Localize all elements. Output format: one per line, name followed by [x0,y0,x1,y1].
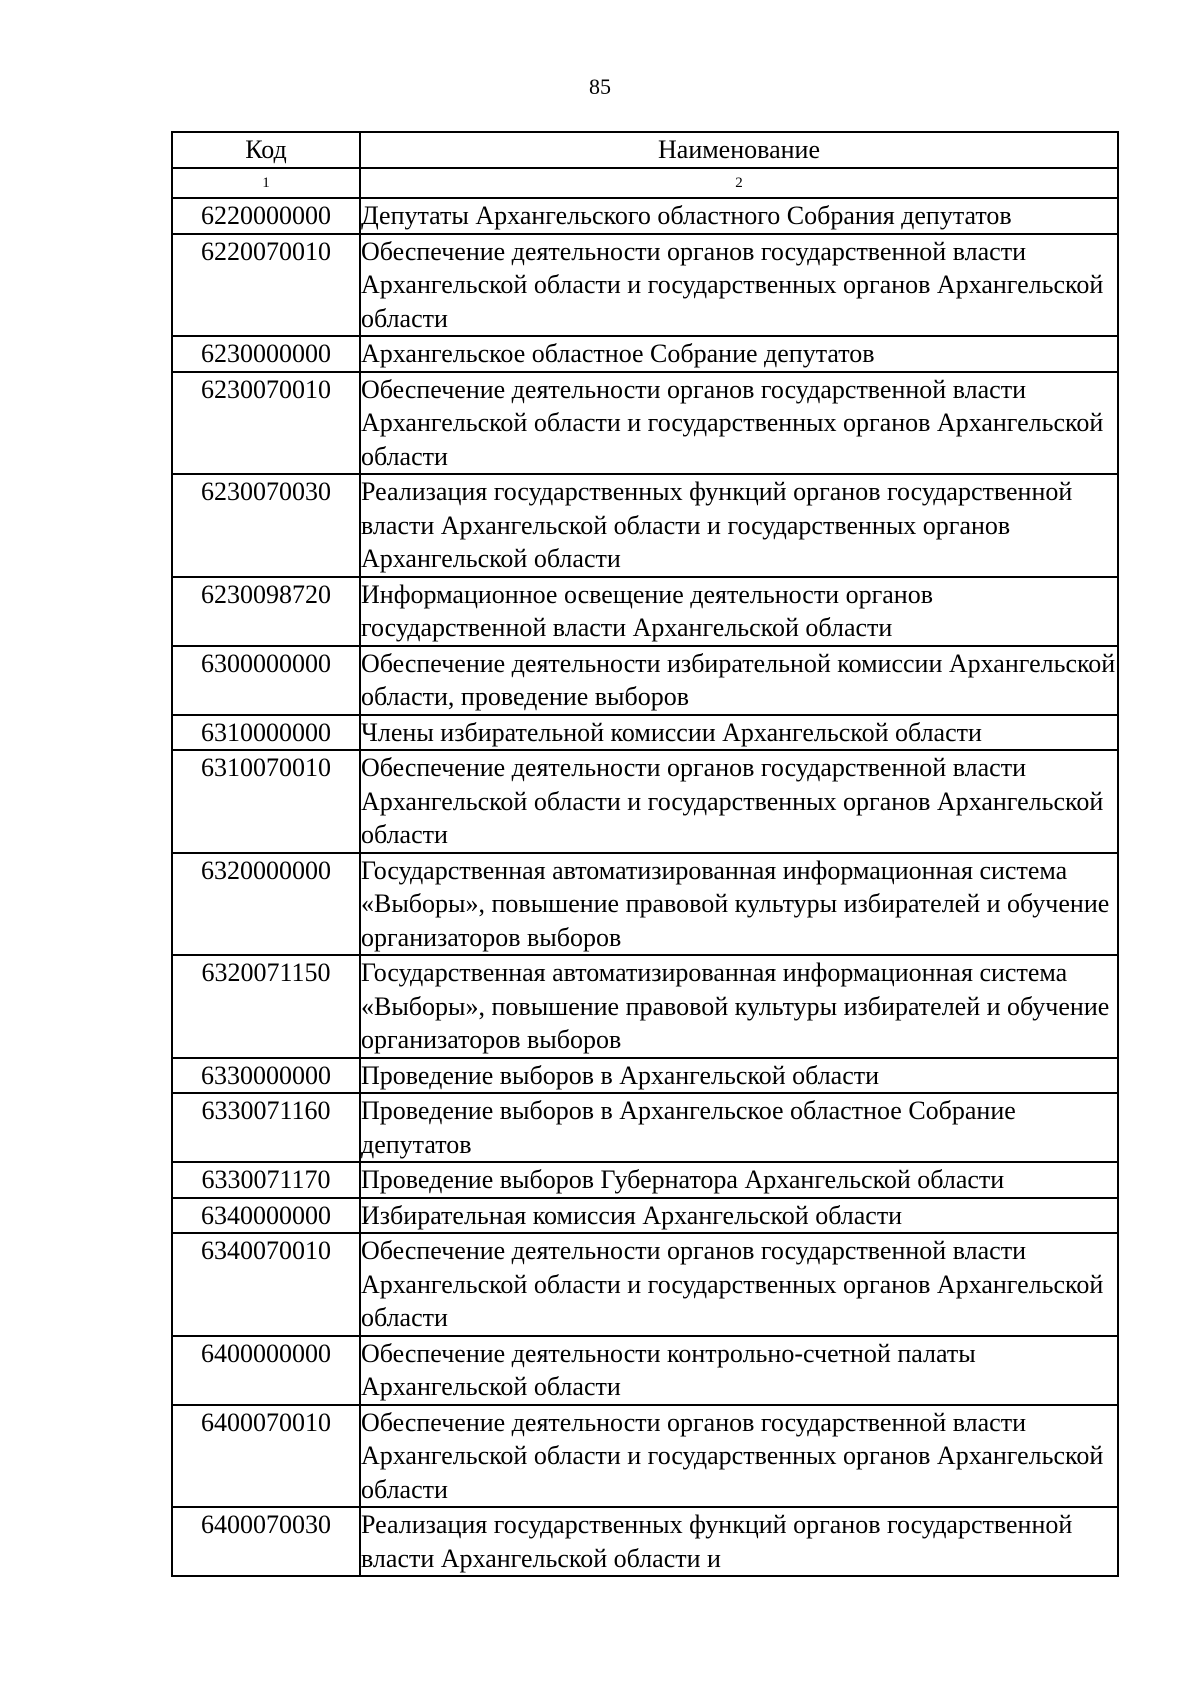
table-row [172,234,1118,337]
row-name: Обеспечение деятельности органов государственной власти Архангельской области и государственных органов Архангельской области [360,1405,1118,1508]
row-name: Проведение выборов в Архангельское областное Собрание депутатов [360,1093,1118,1162]
row-name: Обеспечение деятельности органов государственной власти Архангельской области и государственных органов Архангельской области [360,372,1118,475]
row-code: 6300000000 [172,646,360,715]
row-code: 6340070010 [172,1233,360,1336]
row-code: 6320000000 [172,853,360,956]
row-code: 6310070010 [172,750,360,853]
row-code: 6230070010 [172,372,360,475]
row-code: 6400070010 [172,1405,360,1508]
table-row [172,715,1118,751]
header-name: Наименование [360,132,1118,168]
row-code: 6220070010 [172,234,360,337]
table-row [172,1058,1118,1094]
row-name: Государственная автоматизированная информационная система «Выборы», повышение правовой культуры избирателей и обучение организаторов выборов [360,853,1118,956]
row-code: 6230070030 [172,474,360,577]
row-code: 6330071170 [172,1162,360,1198]
row-name: Архангельское областное Собрание депутатов [360,336,1118,372]
table-row [172,1162,1118,1198]
table-row [172,1405,1118,1508]
page-number: 85 [589,74,611,99]
table-row [172,750,1118,853]
row-name: Обеспечение деятельности контрольно-счетной палаты Архангельской области [360,1336,1118,1405]
row-name: Депутаты Архангельского областного Собрания депутатов [360,198,1118,234]
row-name: Обеспечение деятельности органов государственной власти Архангельской области и государственных органов Архангельской области [360,750,1118,853]
row-code: 6320071150 [172,955,360,1058]
row-code: 6400070030 [172,1507,360,1576]
row-code: 6330071160 [172,1093,360,1162]
row-code: 6330000000 [172,1058,360,1094]
table-row [172,372,1118,475]
row-name: Информационное освещение деятельности органов государственной власти Архангельской области [360,577,1118,646]
row-name: Обеспечение деятельности органов государственной власти Архангельской области и государственных органов Архангельской области [360,1233,1118,1336]
table-row [172,853,1118,956]
column-number-code: 1 [172,168,360,198]
table-row [172,474,1118,577]
table-row [172,336,1118,372]
column-number-name: 2 [360,168,1118,198]
row-name: Обеспечение деятельности избирательной комиссии Архангельской области, проведение выборов [360,646,1118,715]
row-name: Обеспечение деятельности органов государственной власти Архангельской области и государственных органов Архангельской области [360,234,1118,337]
row-name: Реализация государственных функций органов государственной власти Архангельской области и государственных органов Архангельской области [360,474,1118,577]
table-header-row [172,132,1118,168]
row-name: Проведение выборов в Архангельской области [360,1058,1118,1094]
table-row [172,1198,1118,1234]
table-row [172,1093,1118,1162]
row-name: Избирательная комиссия Архангельской области [360,1198,1118,1234]
row-code: 6230098720 [172,577,360,646]
row-name: Члены избирательной комиссии Архангельской области [360,715,1118,751]
column-number-row [172,168,1118,198]
row-name: Реализация государственных функций органов государственной власти Архангельской области и [360,1507,1118,1576]
row-code: 6310000000 [172,715,360,751]
table-row [172,955,1118,1058]
table-row [172,1336,1118,1405]
row-name: Проведение выборов Губернатора Архангельской области [360,1162,1118,1198]
header-code: Код [172,132,360,168]
table-row [172,646,1118,715]
table-row [172,1507,1118,1576]
table-row [172,577,1118,646]
row-name: Государственная автоматизированная информационная система «Выборы», повышение правовой культуры избирателей и обучение организаторов выборов [360,955,1118,1058]
row-code: 6220000000 [172,198,360,234]
row-code: 6340000000 [172,1198,360,1234]
budget-codes-table [171,131,1119,1577]
row-code: 6230000000 [172,336,360,372]
table-row [172,1233,1118,1336]
table-row [172,198,1118,234]
row-code: 6400000000 [172,1336,360,1405]
